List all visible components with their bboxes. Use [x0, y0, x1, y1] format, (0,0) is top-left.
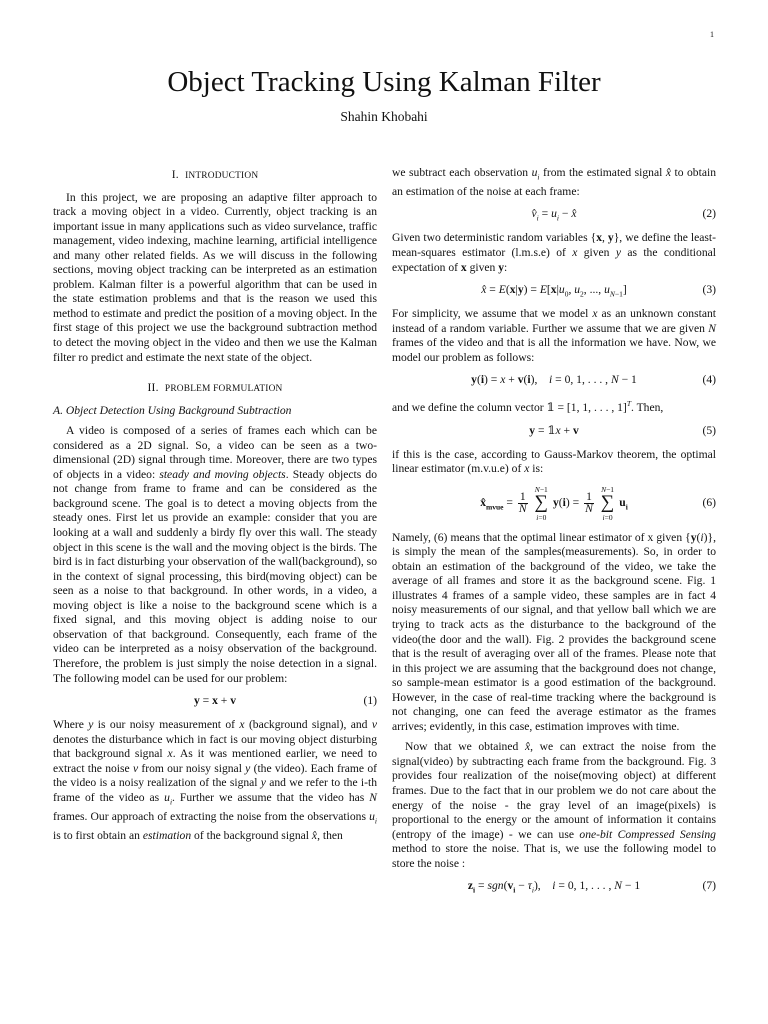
equation-4: y(i) = x + v(i), i = 0, 1, . . . , N − 1 (4) — [471, 373, 716, 387]
paragraph-one-bit-cs: Now that we obtained x̂, we can extract the noise from the signal(video) by subtracting each frame from the background. Fig. 3 provides four realization of the noise(moving object) at different frames. Due to the fact that in our problem we do not care about the energy of the noise - the gray level of an image(pixels) is proportional to the energy or the amount of information it contains (entropy of the image) - we can use one-bit Compressed Sensing method to store the noise. That is, we use the following model to store the noise : — [392, 740, 716, 870]
paper-author: Shahin Khobahi — [340, 109, 428, 124]
page-number: 1 — [710, 30, 714, 39]
section-heading-introduction: I. INTRODUCTION — [171, 168, 259, 181]
paragraph-subtract: we subtract each observation $u_i$ from the estimated signal x̂ to obtain an estimation of the noise at each frame: — [392, 166, 716, 198]
left-column — [53, 166, 377, 849]
paragraph-video-model: A video is composed of a series of frames each which can be considered as a 2D signal. So, a video can be seen as a two-dimensional (2D) signal through time. Moreover, there are two types of objects in a video: steady and moving objects. Steady objects do not change from frame to frame and can be considered as the background scene. The goal is to detect a moving objects from the steady ones. First let us provide an example: consider that you are looking at a wall and suddenly a birdy fly over this wall. The steady object in this scene is the wall and the moving object is the birds. The bird is in fact disturbing your observation of the wall(background), so in the context of signal processing, this bird(moving object) can be seen as a noise to that background. In other words, in a video, a moving object is like a noise to the background scene which is a fixed signal, and this moving object is adding noise to our observation of that background. Consequently, each frame of the video can be interpreted as a noisy observation of the background. Therefore, the problem is just simply the noise detection in a signal. The following model can be used for our problem: — [53, 424, 377, 685]
paragraph-gauss-markov: if this is the case, according to Gauss-Markov theorem, the optimal linear estimator (m.v.u.e) of x is: — [392, 447, 716, 476]
equation-6: $x̂_{mvue} = \frac{1}{N} N-1$ ∑ i=0 $y(i) = \frac{1}{N} N-1$ ∑ i=0 $u_i$ (6) — [480, 485, 716, 523]
equation-3: x̂ = $E(x|y) = E[x|u_0$, $u_2$, ..., $u_{N-1}$] (3) — [481, 283, 716, 299]
equation-5: y = 𝟙x + v (5) — [529, 423, 716, 437]
paragraph-lmse: Given two deterministic random variables {x, y}, we define the least-mean-squares estimator (l.m.s.e) of x given y as the conditional expectation of x given y: — [392, 231, 717, 274]
paragraph-model-assumption: For simplicity, we assume that we model x as an unknown constant instead of a random variable. Further we assume that we are given N frames of the video and that is all the information we have. Now, we model our problem as follows: — [392, 307, 716, 364]
section-heading-problem-formulation: II. PROBLEM FORMULATION — [147, 381, 283, 395]
paper-title: Object Tracking Using Kalman Filter — [167, 66, 601, 98]
subsection-heading: A. Object Detection Using Background Subtraction — [53, 403, 292, 417]
paragraph-sample-mean: Namely, (6) means that the optimal linear estimator of x given {y(i)}, is simply the mean of the samples(measurements). So, in order to obtain an estimation of the background of the video, we take the average of all frames and store it as the background scene. Fig. 1 illustrates 4 frames of a sample video, these samples are in fact 4 noisy measurements of our signal, and that yellow ball which we are trying to track acts as the disturbance to the background of the video(the door and the wall). Fig. 2 provides the background scene that is the result of averaging over all of the frames. Please note that in this project we are assuming that the background does not change, so sample-mean estimator is a good estimation of the background. However, in the case of real-time tracking where the background is not changing, one can feed the average estimator as the frames arrives; evidently, in this case, estimation improves with time. — [392, 530, 716, 733]
paragraph-column-vector: and we define the column vector 𝟙 = [1, 1, . . . , 1]$^T$. Then, — [392, 399, 664, 415]
intro-paragraph: In this project, we are proposing an adaptive filter approach to track a moving object in a video. Currently, object tracking is an important issue in many applications such as video survelance, traffic management, video indexing, machine learning, artificial intelligence and many other related fields. As we will discuss in the following sections, moving object tracking can be interpreted as an estimation problem. Kalman filter is a powerful algorithm that can be used in the state estimation problems and that is the reason we used this method to estimate and predict the position of a moving object. In the first stage of this project we use the background subtraction method to detect the moving object in the video and then we use the Kalman filter ro predict and estimate the next state of the object. — [53, 190, 377, 364]
paragraph-noise-extraction: Where y is our noisy measurement of x (background signal), and v denotes the disturbance which in fact is our moving object disturbing that background signal x. As it was mentioned earlier, we need to extract the noise v from our noisy signal y (the video). Each frame of the video is a noisy realization of the signal y and we refer to the i-th frame of the video as $u_i$. Further we assume that the video has N frames. Our approach of extracting the noise from the observations $u_i$ is to first obtain an estimation of the background signal x̂, then — [53, 718, 377, 842]
equation-1: y = x + v (1) — [193, 694, 377, 708]
equation-7: $z_i = sgn(v_i - \tau_i)$, i = 0, 1, . . . , N − 1 (7) — [467, 879, 716, 895]
right-column — [392, 166, 716, 903]
equation-2: $v̂_i = u_i$ − x̂ (2) — [531, 207, 716, 223]
